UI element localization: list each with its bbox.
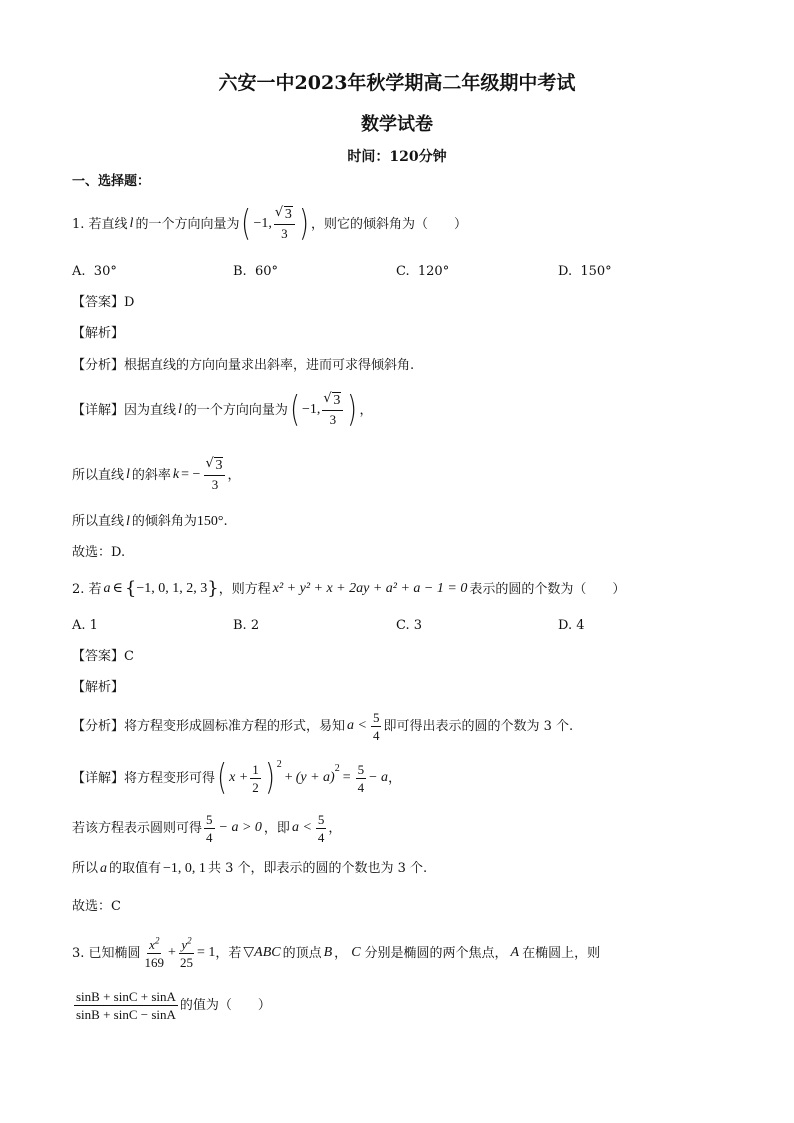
- circle-equation: x² + y² + x + 2ay + a² + a − 1 = 0: [272, 581, 468, 596]
- five-quarters: $\frac{5}{4}$: [357, 761, 365, 795]
- option-label: B.: [233, 618, 247, 633]
- page-title: 六安一中2023年秋学期高二年级期中考试: [218, 72, 576, 94]
- separator: ，: [334, 945, 348, 961]
- question-1-stem: [72, 202, 467, 246]
- answer-tag: 【答案】: [72, 295, 125, 310]
- slope-fraction: [204, 459, 225, 491]
- q3-suffix: 的值为（ ）: [179, 997, 271, 1013]
- var-a: a: [103, 581, 111, 596]
- vec-a: −1,: [301, 402, 321, 417]
- y-plus-a: (y + a): [295, 770, 335, 785]
- half: $\frac{1}{2}$: [252, 761, 259, 795]
- option-value: 2: [250, 618, 260, 633]
- right-paren: ): [264, 757, 275, 798]
- inequality: a <: [291, 820, 312, 835]
- option-value: 150°: [580, 264, 612, 279]
- q1-detail-line1: [72, 388, 372, 432]
- slope-sqrt: 3: [215, 458, 223, 473]
- q1-option-c[interactable]: [396, 265, 449, 278]
- detail-text: 将方程变形可得: [124, 770, 216, 786]
- q1-vec-fraction: [274, 208, 295, 240]
- q1-fenxi: [72, 359, 414, 372]
- q2-option-b[interactable]: [233, 619, 259, 632]
- q1-vec-a: −1,: [253, 216, 272, 231]
- q2-suffix: 表示的圆的个数为（ ）: [469, 581, 626, 597]
- q1-analysis-tag: 【解析】: [72, 326, 125, 341]
- var-k: k: [172, 467, 180, 482]
- var-l: l: [126, 514, 130, 529]
- q2-detail-line1: [72, 756, 401, 800]
- q2-option-d[interactable]: [558, 619, 585, 632]
- option-label: A.: [72, 264, 86, 279]
- fenxi-tag: 【分析】: [72, 358, 125, 373]
- set-values: −1, 0, 1, 2, 3: [136, 581, 208, 596]
- q2-analysis-tag: 【解析】: [72, 680, 125, 695]
- detail-text: 若该方程表示圆则可得: [72, 820, 203, 836]
- x-plus: x +: [229, 770, 249, 785]
- answer-value: D: [124, 295, 135, 310]
- option-label: D.: [558, 264, 573, 279]
- vertex-a: A: [510, 945, 520, 960]
- fenxi-tag: 【分析】: [72, 718, 125, 734]
- detail-text: .: [223, 514, 228, 529]
- triangle-abc: ▽ABC: [243, 945, 281, 960]
- section-heading: 一、选择题：: [72, 174, 151, 189]
- answer-value: C: [124, 649, 134, 664]
- q1-option-d[interactable]: [558, 265, 612, 278]
- detail-text: 因为直线: [124, 402, 177, 418]
- q1-detail-line3: [72, 515, 228, 529]
- sine-ratio: [74, 990, 178, 1021]
- square-sup: 2: [276, 759, 282, 770]
- equals-one: = 1: [196, 945, 216, 960]
- detail-text: ，即: [263, 820, 290, 836]
- q1-vec-sqrt: 3: [284, 207, 292, 222]
- detail-text: 所以直线: [72, 514, 125, 529]
- detail-text: 的斜率: [131, 467, 171, 483]
- q1-mid: 的一个方向向量为: [135, 216, 240, 232]
- detail-text: ，: [388, 770, 402, 786]
- detail-text: ，: [227, 467, 241, 483]
- equals-minus: = −: [181, 467, 201, 482]
- vec-den: 3: [329, 412, 337, 427]
- detail-text: ，: [359, 402, 373, 418]
- fenxi-text: 根据直线的方向向量求出斜率，进而可求得倾斜角.: [124, 358, 415, 373]
- var-l: l: [178, 402, 182, 417]
- angle-value: 150°: [196, 514, 224, 529]
- five-quarters: $\frac{5}{4}$: [317, 811, 325, 845]
- q1-prefix: 1. 若直线: [72, 216, 128, 232]
- vertex-b: B: [323, 945, 333, 960]
- inequality: − a > 0: [218, 820, 262, 835]
- vertex-c: C: [351, 945, 361, 960]
- q1-var-l: l: [129, 216, 134, 231]
- right-paren: ): [347, 389, 358, 430]
- q2-fenxi: [72, 706, 573, 746]
- left-paren: (: [290, 389, 300, 430]
- q1-suffix: ，则它的倾斜角为（ ）: [310, 216, 467, 232]
- xiangjie-tag: 【详解】: [72, 402, 125, 418]
- option-value: 1: [89, 618, 98, 633]
- fenxi-text: 将方程变形成圆标准方程的形式，易知: [124, 718, 346, 734]
- q3-prefix: 3. 已知椭圆: [72, 945, 141, 961]
- q2-option-c[interactable]: [396, 619, 422, 632]
- q1-option-a[interactable]: [72, 265, 117, 278]
- detail-text: 的倾斜角为: [131, 514, 197, 529]
- detail-text: 所以直线: [72, 467, 125, 483]
- q1-left-paren: (: [241, 203, 252, 244]
- detail-text: 共 3 个，即表示的圆的个数也为 3 个.: [207, 861, 428, 876]
- q2-option-a[interactable]: [72, 619, 98, 632]
- option-label: D.: [558, 618, 573, 633]
- q3-mid: ，若: [215, 945, 242, 961]
- page-subtitle: 数学试卷: [361, 114, 433, 135]
- var-l: l: [126, 467, 130, 482]
- sine-denominator: sinB + sinC − sinA: [76, 1006, 176, 1022]
- minus-a: − a: [368, 770, 389, 785]
- five-quarters: $\frac{5}{4}$: [372, 709, 380, 743]
- q3-mid2: 的顶点: [282, 945, 322, 961]
- right-brace: }: [207, 578, 219, 599]
- detail-text: ，: [328, 820, 342, 836]
- option-label: A.: [72, 618, 86, 633]
- element-of: ∈: [112, 581, 123, 596]
- vec-sqrt: 3: [333, 393, 341, 408]
- question-3-expression: [72, 984, 271, 1026]
- option-value: 3: [413, 618, 423, 633]
- option-value: 120°: [417, 264, 450, 279]
- exam-time: 时间：120分钟: [347, 149, 447, 165]
- var-a: a: [100, 861, 108, 876]
- five-quarters: $\frac{5}{4}$: [206, 811, 213, 845]
- answer-tag: 【答案】: [72, 649, 125, 664]
- q2-mid: ，则方程: [218, 581, 271, 597]
- q1-conclusion: 故选：D.: [72, 545, 126, 560]
- q2-answer: [72, 650, 134, 663]
- q3-mid3: 分别是椭圆的两个焦点，: [364, 945, 508, 961]
- square-sup: 2: [334, 763, 340, 774]
- q1-answer: [72, 296, 134, 309]
- x-squared-over-169: $\frac{x^2}{169}$: [144, 935, 165, 970]
- q2-prefix: 2. 若: [72, 581, 102, 597]
- q1-right-paren: ): [299, 203, 309, 244]
- equals: =: [342, 770, 351, 785]
- left-paren: (: [217, 757, 227, 798]
- sine-numerator: sinB + sinC + sinA: [76, 988, 176, 1004]
- q2-detail-line2: [72, 808, 341, 848]
- slope-den: 3: [211, 477, 219, 492]
- detail-text: 的取值有: [109, 861, 162, 876]
- question-2-stem: [72, 578, 625, 600]
- option-value: 4: [576, 618, 585, 633]
- values: −1, 0, 1: [163, 861, 206, 876]
- option-value: 30°: [93, 264, 117, 279]
- option-label: C.: [396, 618, 410, 633]
- option-label: B.: [233, 264, 247, 279]
- option-label: C.: [396, 264, 410, 279]
- q1-detail-line2: [72, 454, 240, 496]
- detail-text: 的一个方向向量为: [183, 402, 288, 418]
- q1-option-b[interactable]: [233, 265, 278, 278]
- vec-fraction: [322, 394, 343, 426]
- question-3-stem: [72, 932, 600, 974]
- q1-vec-den: 3: [281, 226, 288, 241]
- plus: +: [168, 945, 176, 960]
- q3-mid4: 在椭圆上，则: [522, 945, 601, 961]
- detail-text: 所以: [72, 861, 99, 876]
- y-squared-over-25: $\frac{y^2}{25}$: [179, 935, 193, 970]
- inequality: a <: [347, 718, 367, 733]
- left-brace: {: [124, 578, 137, 599]
- plus: +: [284, 770, 293, 785]
- q2-conclusion: 故选：C: [72, 899, 121, 914]
- option-value: 60°: [254, 264, 278, 279]
- fenxi-text: 即可得出表示的圆的个数为 3 个.: [383, 718, 574, 734]
- xiangjie-tag: 【详解】: [72, 770, 125, 786]
- q2-detail-line3: [72, 862, 427, 876]
